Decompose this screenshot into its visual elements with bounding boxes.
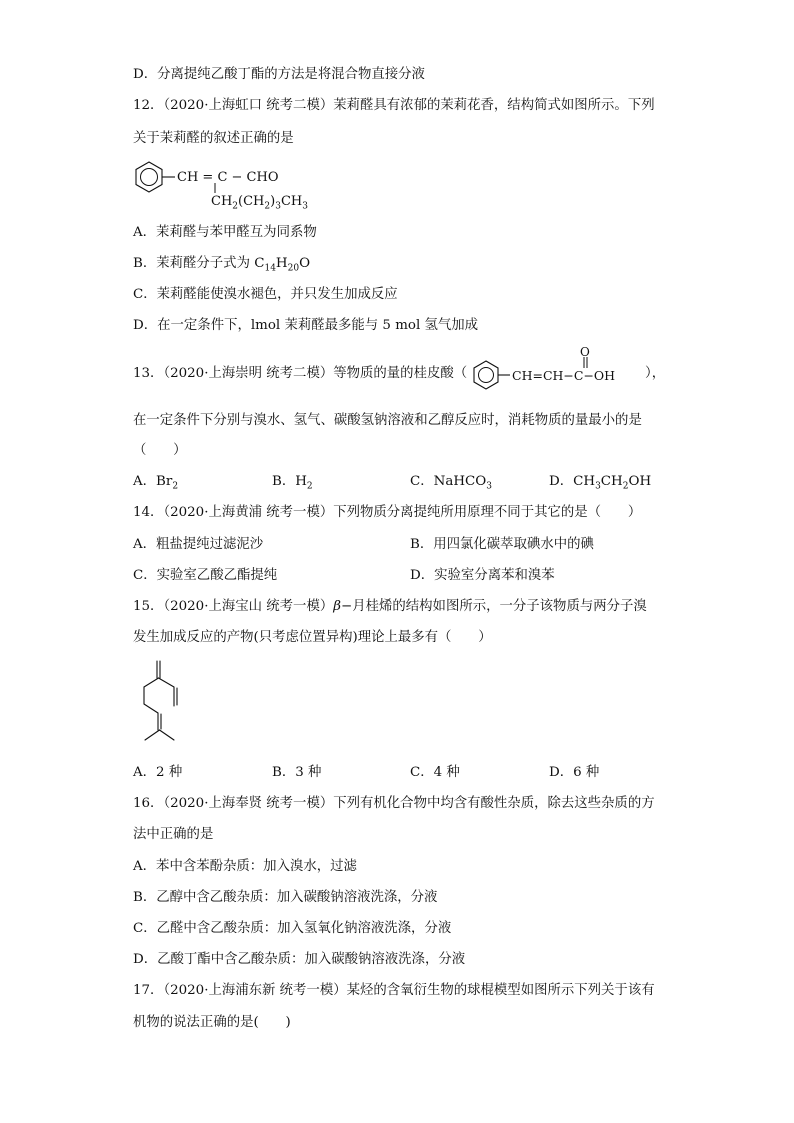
q13-option-b: B．$H_2$ [272, 474, 313, 492]
q15-stem-line1: 15．（2020·上海宝山 统考一模）β−月桂烯的结构如图所示，一分子该物质与两分子溴 [133, 599, 647, 614]
q15-stem-line2: 发生加成反应的产物(只考虑位置异构)理论上最多有（ ） [133, 630, 492, 645]
q16-option-a: A．苯中含苯酚杂质：加入溴水，过滤 [133, 859, 357, 874]
q12-structure-side-chain: $CH_2(CH_2)_3CH_3$ [211, 194, 308, 212]
q11-option-d: D．分离提纯乙酸丁酯的方法是将混合物直接分液 [133, 67, 425, 82]
q17-stem-line1: 17．（2020·上海浦东新 统考一模）某烃的含氧衍生物的球棍模型如图所示下列关于该有 [133, 983, 655, 998]
q12-stem-line1: 12．（2020·上海虹口 统考二模）茉莉醛具有浓郁的茉莉花香，结构简式如图所示。下列 [133, 98, 655, 113]
q12-option-d: D．在一定条件下，lmol 茉莉醛最多能与 5 mol 氢气加成 [133, 318, 479, 333]
q13-stem-line2: 在一定条件下分别与溴水、氢气、碳酸氢钠溶液和乙醇反应时，消耗物质的量最小的是 [133, 413, 642, 428]
q14-option-c: C．实验室乙酸乙酯提纯 [133, 568, 278, 583]
q12-structure-jasminaldehyde [133, 158, 333, 210]
q13-answer-paren: （ ） [133, 443, 187, 458]
q16-option-d: D．乙酸丁酯中含乙酸杂质：加入碳酸钠溶液洗涤，分液 [133, 952, 466, 967]
q12-option-a: A．茉莉醛与苯甲醛互为同系物 [133, 225, 317, 240]
q13-option-a: A．$Br_2$ [133, 474, 179, 492]
q16-stem-line2: 法中正确的是 [133, 827, 214, 842]
q13-structure-cinnamic-acid [470, 345, 642, 391]
q14-stem: 14．（2020·上海黄浦 统考一模）下列物质分离提纯所用原理不同于其它的是（ ） [133, 505, 642, 520]
q12-structure-top-chain: CH = C − CHO [177, 170, 279, 185]
q16-stem-line1: 16．（2020·上海奉贤 统考一模）下列有机化合物中均含有酸性杂质，除去这些杂质的方 [133, 796, 655, 811]
skeletal-formula-icon [128, 656, 188, 752]
q13-stem-line1-start: 13．（2020·上海崇明 统考二模）等物质的量的桂皮酸（ [133, 366, 468, 381]
q15-option-b: B．3 种 [272, 765, 322, 780]
q13-option-d: D．$CH_3CH_2OH$ [549, 474, 652, 492]
q14-option-b: B．用四氯化碳萃取碘水中的碘 [410, 537, 594, 552]
q13-structure-chain: CH=CH−C−OH [512, 368, 616, 383]
q14-option-d: D．实验室分离苯和溴苯 [410, 568, 555, 583]
q15-option-c: C．4 种 [410, 765, 460, 780]
q15-option-d: D．6 种 [549, 765, 600, 780]
q16-option-b: B．乙醇中含乙酸杂质：加入碳酸钠溶液洗涤，分液 [133, 890, 438, 905]
q12-option-b: B．茉莉醛分子式为 $C_{14}H_{20}O$ [133, 256, 311, 274]
q15-option-a: A．2 种 [133, 765, 183, 780]
q12-option-c: C．茉莉醛能使溴水褪色，并只发生加成反应 [133, 287, 398, 302]
q13-stem-line1-end: ）， [645, 366, 666, 381]
q17-stem-line2: 机物的说法正确的是( ) [133, 1015, 291, 1030]
q15-structure-beta-myrcene [128, 656, 188, 752]
q14-option-a: A．粗盐提纯过滤泥沙 [133, 537, 264, 552]
q13-option-c: C．NaHCO$_3$ [410, 474, 492, 492]
q13-structure-carbonyl-o: O [580, 345, 590, 359]
q16-option-c: C．乙醛中含乙酸杂质：加入氢氧化钠溶液洗涤，分液 [133, 921, 452, 936]
q12-stem-line2: 关于茉莉醛的叙述正确的是 [133, 131, 294, 146]
